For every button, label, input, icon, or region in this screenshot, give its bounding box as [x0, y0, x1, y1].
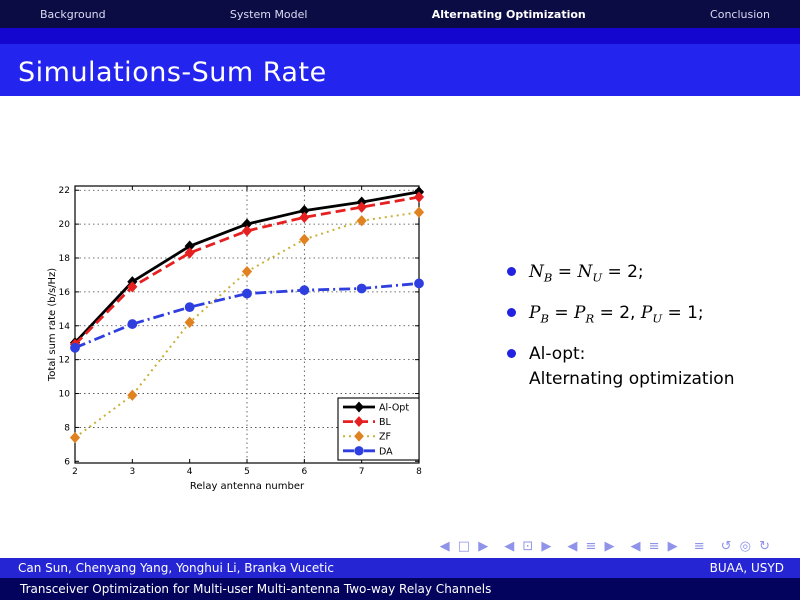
nav-item-alternating-optimization[interactable]: Alternating Optimization	[431, 7, 586, 21]
title-bar	[0, 44, 800, 96]
nav-symbol-group-5[interactable]: ≡	[693, 539, 707, 554]
y-tick-label: 20	[58, 220, 70, 231]
bullet-item-2: $P_B = P_R = 2$, $P_U = 1$;	[505, 301, 790, 327]
x-tick-label: 4	[186, 467, 193, 477]
marker-circle	[185, 303, 194, 312]
nav-item-conclusion[interactable]: Conclusion	[710, 7, 770, 21]
institution-text: BUAA, USYD	[709, 561, 784, 575]
marker-diamond	[243, 267, 252, 277]
nav-symbol-group-3[interactable]: ◀ ≡ ▶	[567, 539, 617, 554]
x-tick-label: 3	[129, 467, 136, 477]
y-axis-label: Total sum rate (b/s/Hz)	[47, 267, 58, 382]
y-tick-label: 18	[58, 254, 70, 265]
x-tick-label: 5	[244, 467, 250, 477]
chart-canvas	[45, 168, 445, 498]
marker-diamond	[300, 234, 309, 244]
bullet-item-1: $N_B = N_U = 2$;	[505, 260, 790, 286]
page-title: Simulations-Sum Rate	[18, 57, 327, 88]
marker-circle	[415, 279, 424, 288]
nav-symbol-group-2[interactable]: ◀ ⊡ ▶	[504, 539, 554, 554]
x-axis-label: Relay antenna number	[189, 481, 305, 492]
bullet-item-3: Al-opt: Alternating optimization	[505, 342, 790, 391]
legend-label-da: DA	[379, 446, 393, 458]
marker-diamond	[300, 212, 309, 222]
marker-diamond	[71, 433, 80, 443]
top-nav	[0, 0, 800, 28]
nav-symbol-group-1[interactable]: ◀ □ ▶	[439, 539, 491, 554]
x-tick-label: 2	[72, 467, 78, 477]
legend-label-bl: BL	[379, 417, 391, 429]
marker-circle	[300, 286, 309, 295]
bullet-list	[505, 260, 790, 407]
legend-label-al-opt: Al-Opt	[379, 402, 410, 414]
y-tick-label: 14	[58, 321, 70, 332]
marker-diamond	[243, 226, 252, 236]
nav-symbol-group-6[interactable]: ↺ ◎ ↻	[720, 539, 772, 554]
nav-item-background[interactable]: Background	[40, 7, 106, 21]
bullet-dot	[507, 267, 516, 276]
nav-symbol-group-4[interactable]: ◀ ≡ ▶	[630, 539, 680, 554]
x-tick-label: 7	[358, 467, 365, 477]
beamer-navigation-icons	[440, 539, 772, 554]
header-divider-strip	[0, 28, 800, 44]
y-tick-label: 22	[58, 186, 70, 197]
paper-title-text: Transceiver Optimization for Multi-user Multi-antenna Two-way Relay Channels	[20, 582, 492, 596]
marker-circle	[128, 320, 137, 329]
marker-circle	[355, 447, 363, 455]
y-tick-label: 6	[64, 457, 70, 468]
x-tick-label: 6	[301, 467, 308, 477]
nav-item-system-model[interactable]: System Model	[229, 7, 308, 21]
bottom-title-bar	[0, 578, 800, 600]
bullet-dot	[507, 308, 516, 317]
legend-label-zf: ZF	[379, 431, 391, 443]
y-tick-label: 12	[58, 355, 70, 366]
x-tick-label: 8	[416, 467, 422, 477]
bullet-dot	[507, 349, 516, 358]
marker-circle	[243, 289, 252, 298]
marker-circle	[71, 343, 80, 352]
sum-rate-chart	[45, 168, 445, 498]
authors-text: Can Sun, Chenyang Yang, Yonghui Li, Branka Vucetic	[18, 561, 334, 575]
marker-circle	[357, 284, 366, 293]
y-tick-label: 10	[58, 389, 70, 400]
y-tick-label: 8	[64, 423, 70, 434]
marker-diamond	[415, 207, 424, 217]
author-bar	[0, 558, 800, 578]
y-tick-label: 16	[58, 287, 70, 298]
